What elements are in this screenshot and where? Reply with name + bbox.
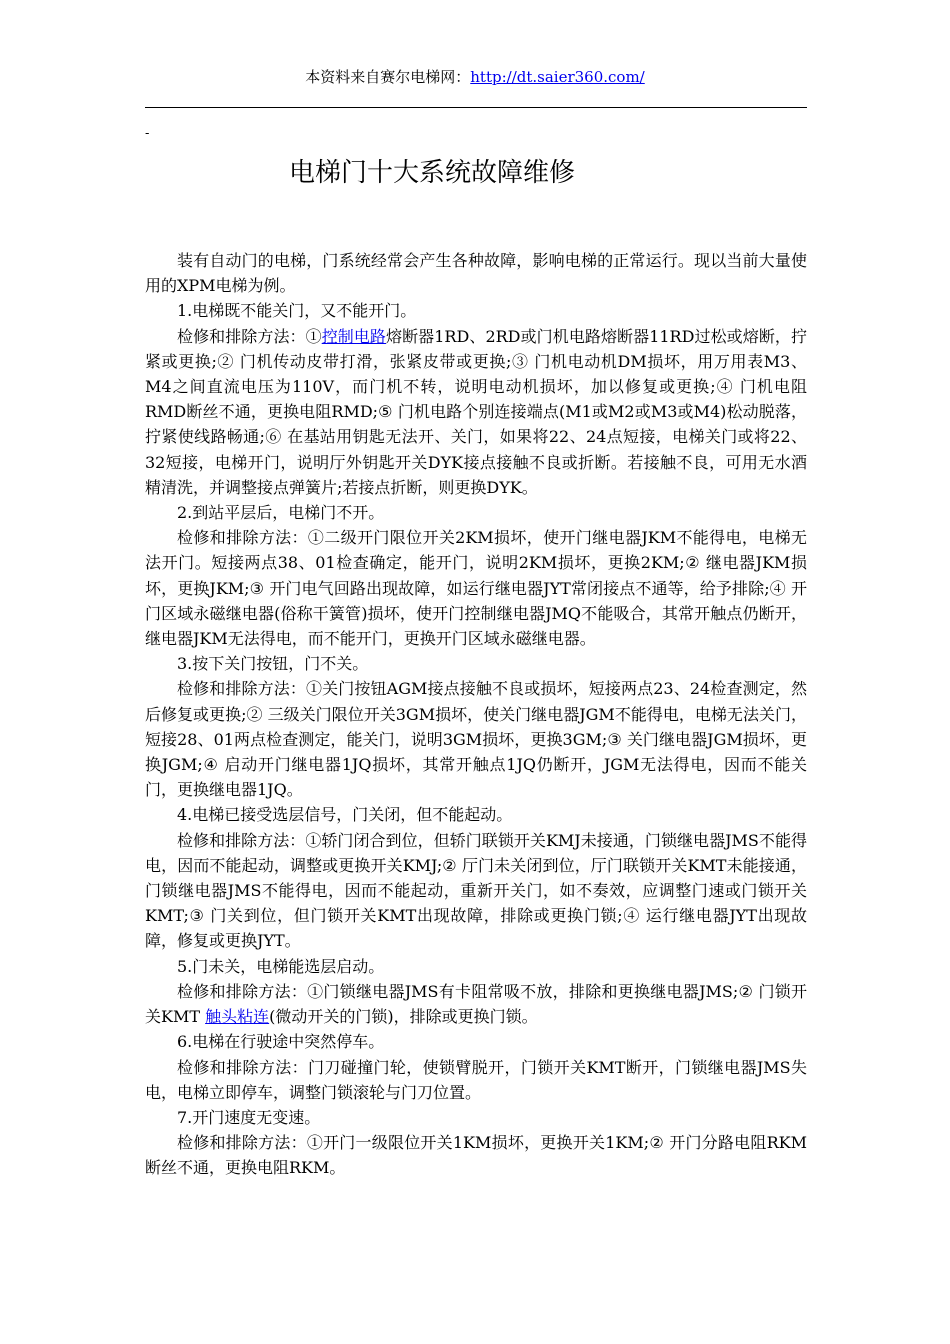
fault-method-6: 检修和排除方法：门刀碰撞门轮，使锁臂脱开，门锁开关KMT断开，门锁继电器JMS失电，电梯立即停车，调整门锁滚轮与门刀位置。 [145, 1057, 807, 1102]
header-divider [145, 107, 807, 108]
fault-heading-6: 6.电梯在行驶途中突然停车。 [177, 1032, 385, 1052]
method-1-text-a: 检修和排除方法：① [177, 326, 322, 346]
fault-method-5 [145, 979, 807, 1029]
fault-method-7: 检修和排除方法：①开门一级限位开关1KM损坏，更换开关1KM;② 开门分路电阻RKM断丝不通，更换电阻RKM。 [145, 1133, 807, 1178]
header-source-text: 本资料来自赛尔电梯网： [305, 68, 471, 86]
method-5-text-a: 检修和排除方法：①门锁继电器JMS有卡阻常吸不放，排除和更换继电器JMS;② 门锁开关KMT [145, 981, 807, 1027]
fault-method-1 [145, 324, 807, 500]
fault-method-2: 检修和排除方法：①二级开门限位开关2KM损坏，使开门继电器JKM不能得电，电梯无法开门。短接两点38、01检查确定，能开门，说明2KM损坏，更换2KM;② 继电器JKM损坏，更换JKM;③ 开门电气回路出现故障，如运行继电器JYT常闭接点不通等，给予排除;④ 开门区域永磁继电器(俗称干簧管)损坏，使开门控制继电器JMQ不能吸合，其常开触点仍断开，继电器JKM无法得电，而不能开门，更换开门区域永磁继电器。 [145, 528, 807, 649]
fault-heading-5: 5.门未关，电梯能选层启动。 [177, 956, 385, 976]
article-body [145, 248, 807, 1181]
contact-welding-link[interactable]: 触头粘连 [205, 1007, 270, 1027]
page-header [0, 66, 950, 88]
fault-method-3: 检修和排除方法：①关门按钮AGM接点接触不良或损坏，短接两点23、24检查测定，然后修复或更换;② 三级关门限位开关3GM损坏，使关门继电器JGM不能得电，电梯无法关门，短接28、01两点检查测定，能关门，说明3GM损坏，更换3GM;③ 关门继电器JGM损坏，更换JGM;④ 启动开门继电器1JQ损坏，其常开触点1JQ仍断开，JGM无法得电，因而不能关门，更换继电器1JQ。 [145, 679, 807, 800]
fault-heading-1: 1.电梯既不能关门，又不能开门。 [177, 301, 417, 321]
page-title: 电梯门十大系统故障维修 [288, 158, 575, 188]
dash-mark: - [145, 126, 150, 141]
fault-heading-7: 7.开门速度无变速。 [177, 1107, 321, 1127]
fault-heading-3: 3.按下关门按钮，门不关。 [177, 654, 369, 674]
source-link[interactable]: http://dt.saier360.com/ [470, 68, 645, 86]
fault-heading-4: 4.电梯已接受选层信号，门关闭，但不能起动。 [177, 805, 513, 825]
method-1-text-b: 熔断器1RD、2RD或门机电路熔断器11RD过松或熔断，拧紧或更换;② 门机传动皮带打滑，张紧皮带或更换;③ 门机电动机DM损坏，用万用表M3、M4之间直流电压为110V，而门机不转，说明电动机损坏，加以修复或更换;④ 门机电阻RMD断丝不通，更换电阻RMD;⑤ 门机电路个别连接端点(M1或M2或M3或M4)松动脱落，拧紧使线路畅通;⑥ 在基站用钥匙无法开、关门，如果将22、24点短接，电梯关门或将22、32短接，电梯开门，说明厅外钥匙开关DYK接点接触不良或折断。若接触不良，可用无水酒精清洗，并调整接点弹簧片;若接点折断，则更换DYK。 [145, 326, 807, 497]
fault-method-4: 检修和排除方法：①轿门闭合到位，但轿门联锁开关KMJ未接通，门锁继电器JMS不能得电，因而不能起动，调整或更换开关KMJ;② 厅门未关闭到位，厅门联锁开关KMT未能接通，门锁继电器JMS不能得电，因而不能起动，重新开关门，如不奏效，应调整门速或门锁开关KMT;③ 门关到位，但门锁开关KMT出现故障，排除或更换门锁;④ 运行继电器JYT出现故障，修复或更换JYT。 [145, 830, 807, 951]
method-5-text-b: (微动开关的门锁)，排除或更换门锁。 [269, 1007, 538, 1027]
intro-paragraph: 装有自动门的电梯，门系统经常会产生各种故障，影响电梯的正常运行。现以当前大量使用的XPM电梯为例。 [145, 251, 807, 296]
fault-heading-2: 2.到站平层后，电梯门不开。 [177, 503, 385, 523]
control-circuit-link[interactable]: 控制电路 [321, 326, 387, 346]
